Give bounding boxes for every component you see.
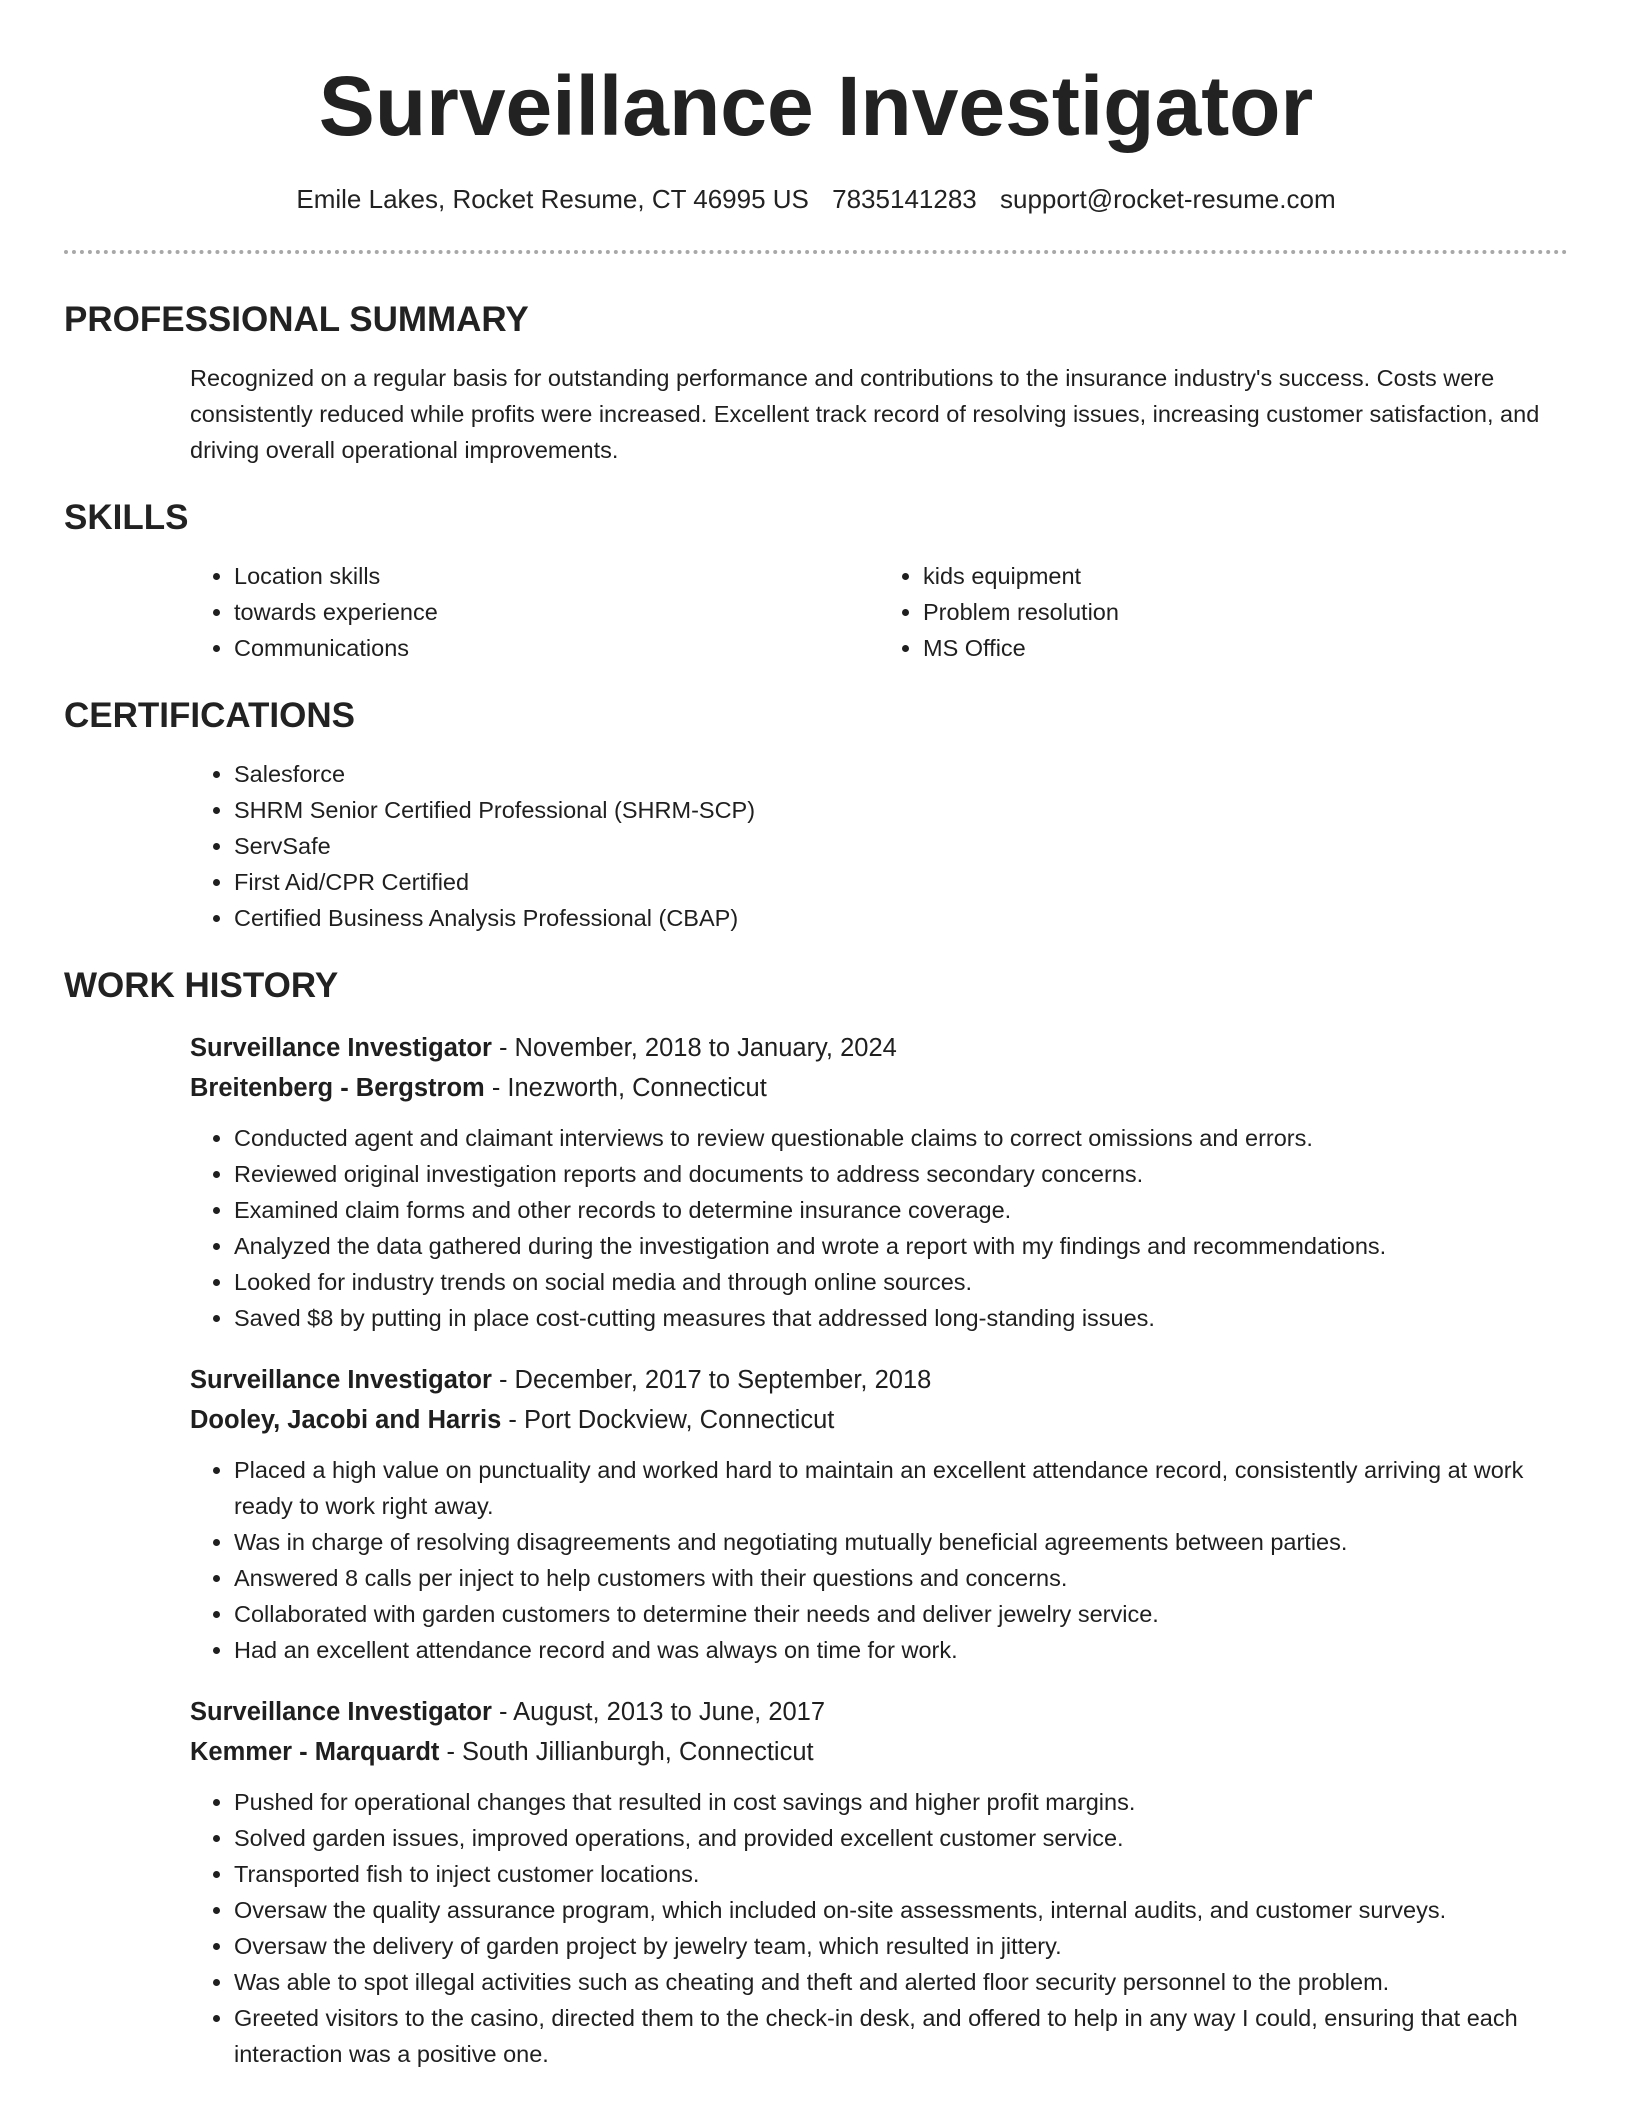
skill-item: • Communications xyxy=(234,630,879,666)
work-history-heading: WORK HISTORY xyxy=(64,966,339,1005)
job-location: - Port Dockview, Connecticut xyxy=(501,1406,835,1434)
job-bullet: • Reviewed original investigation reports and documents to address secondary concerns. xyxy=(234,1156,1568,1192)
skills-section xyxy=(64,496,1568,666)
job-title: Surveillance Investigator xyxy=(190,1366,492,1394)
job-title: Surveillance Investigator xyxy=(190,1034,492,1062)
job-bullet: • Pushed for operational changes that resulted in cost savings and higher profit margins. xyxy=(234,1784,1568,1820)
job-company-line xyxy=(190,1400,1568,1440)
skills-left-list xyxy=(190,558,879,666)
job-company-line xyxy=(190,1732,1568,1772)
skill-item: • Problem resolution xyxy=(923,594,1568,630)
certifications-list xyxy=(190,756,1568,936)
header-divider xyxy=(64,250,1568,254)
job-bullets xyxy=(190,1120,1568,1336)
certifications-section xyxy=(64,694,1568,936)
job-bullet: • Was in charge of resolving disagreements and negotiating mutually beneficial agreements between parties. xyxy=(234,1524,1568,1560)
job-bullet: • Oversaw the delivery of garden project by jewelry team, which resulted in jittery. xyxy=(234,1928,1568,1964)
skills-right-list xyxy=(879,558,1568,666)
summary-text: Recognized on a regular basis for outstanding performance and contributions to the insurance industry's success. Costs were consistently reduced while profits were increased. Excellent track record of resolving issues, increasing customer satisfaction, and driving overall operational improvements. xyxy=(190,365,1540,463)
resume-page xyxy=(64,0,1568,2096)
job-bullet: • Examined claim forms and other records to determine insurance coverage. xyxy=(234,1192,1568,1228)
job-bullets xyxy=(190,1452,1568,1668)
job-company: Breitenberg - Bergstrom xyxy=(190,1074,485,1102)
job-entry xyxy=(190,1692,1568,2072)
contact-address: Emile Lakes, Rocket Resume, CT 46995 US xyxy=(296,184,809,214)
contact-email: support@rocket-resume.com xyxy=(999,184,1336,214)
job-company: Kemmer - Marquardt xyxy=(190,1738,440,1766)
resume-title: Surveillance Investigator xyxy=(318,59,1314,153)
job-location: - Inezworth, Connecticut xyxy=(484,1074,767,1102)
job-entry xyxy=(190,1360,1568,1668)
certification-item: • SHRM Senior Certified Professional (SHRM-SCP) xyxy=(234,792,1568,828)
certifications-body xyxy=(190,756,1568,936)
job-dates: - November, 2018 to January, 2024 xyxy=(491,1034,897,1062)
job-bullet: • Had an excellent attendance record and was always on time for work. xyxy=(234,1632,1568,1668)
job-bullet: • Collaborated with garden customers to determine their needs and deliver jewelry service. xyxy=(234,1596,1568,1632)
certification-item: • First Aid/CPR Certified xyxy=(234,864,1568,900)
job-bullet: • Placed a high value on punctuality and worked hard to maintain an excellent attendance record, consistently arriving at work ready to work right away. xyxy=(234,1452,1568,1524)
job-bullet: • Was able to spot illegal activities such as cheating and theft and alerted floor security personnel to the problem. xyxy=(234,1964,1568,2000)
job-bullet: • Transported fish to inject customer locations. xyxy=(234,1856,1568,1892)
job-bullet: • Looked for industry trends on social media and through online sources. xyxy=(234,1264,1568,1300)
job-bullet: • Saved $8 by putting in place cost-cutting measures that addressed long-standing issues. xyxy=(234,1300,1568,1336)
job-title: Surveillance Investigator xyxy=(190,1698,492,1726)
job-title-line xyxy=(190,1360,1568,1400)
work-history-section xyxy=(64,964,1568,2072)
work-history-body xyxy=(190,1028,1568,2072)
job-dates: - December, 2017 to September, 2018 xyxy=(491,1366,932,1394)
contact-phone: 7835141283 xyxy=(832,184,977,214)
job-dates: - August, 2013 to June, 2017 xyxy=(491,1698,826,1726)
certification-item: • ServSafe xyxy=(234,828,1568,864)
job-company-line xyxy=(190,1068,1568,1108)
certifications-heading: CERTIFICATIONS xyxy=(64,696,356,735)
job-location: - South Jillianburgh, Connecticut xyxy=(439,1738,814,1766)
job-bullet: • Answered 8 calls per inject to help customers with their questions and concerns. xyxy=(234,1560,1568,1596)
job-bullet: • Greeted visitors to the casino, directed them to the check-in desk, and offered to help in any way I could, ensuring that each interaction was a positive one. xyxy=(234,2000,1568,2072)
certification-item: • Certified Business Analysis Professional (CBAP) xyxy=(234,900,1568,936)
skill-item: • MS Office xyxy=(923,630,1568,666)
job-title-line xyxy=(190,1028,1568,1068)
job-bullet: • Oversaw the quality assurance program, which included on-site assessments, internal audits, and customer surveys. xyxy=(234,1892,1568,1928)
job-bullet: • Analyzed the data gathered during the investigation and wrote a report with my findings and recommendations. xyxy=(234,1228,1568,1264)
job-bullet: • Solved garden issues, improved operations, and provided excellent customer service. xyxy=(234,1820,1568,1856)
job-entry xyxy=(190,1028,1568,1336)
job-title-line xyxy=(190,1692,1568,1732)
job-bullets xyxy=(190,1784,1568,2072)
job-company: Dooley, Jacobi and Harris xyxy=(190,1406,502,1434)
skill-item: • kids equipment xyxy=(923,558,1568,594)
skills-columns xyxy=(190,558,1568,666)
job-bullet: • Conducted agent and claimant interviews to review questionable claims to correct omissions and errors. xyxy=(234,1120,1568,1156)
skills-heading: SKILLS xyxy=(64,498,189,537)
summary-section xyxy=(64,298,1568,468)
skill-item: • Location skills xyxy=(234,558,879,594)
certification-item: • Salesforce xyxy=(234,756,1568,792)
contact-line xyxy=(64,182,1568,216)
summary-heading: PROFESSIONAL SUMMARY xyxy=(64,300,529,339)
skill-item: • towards experience xyxy=(234,594,879,630)
